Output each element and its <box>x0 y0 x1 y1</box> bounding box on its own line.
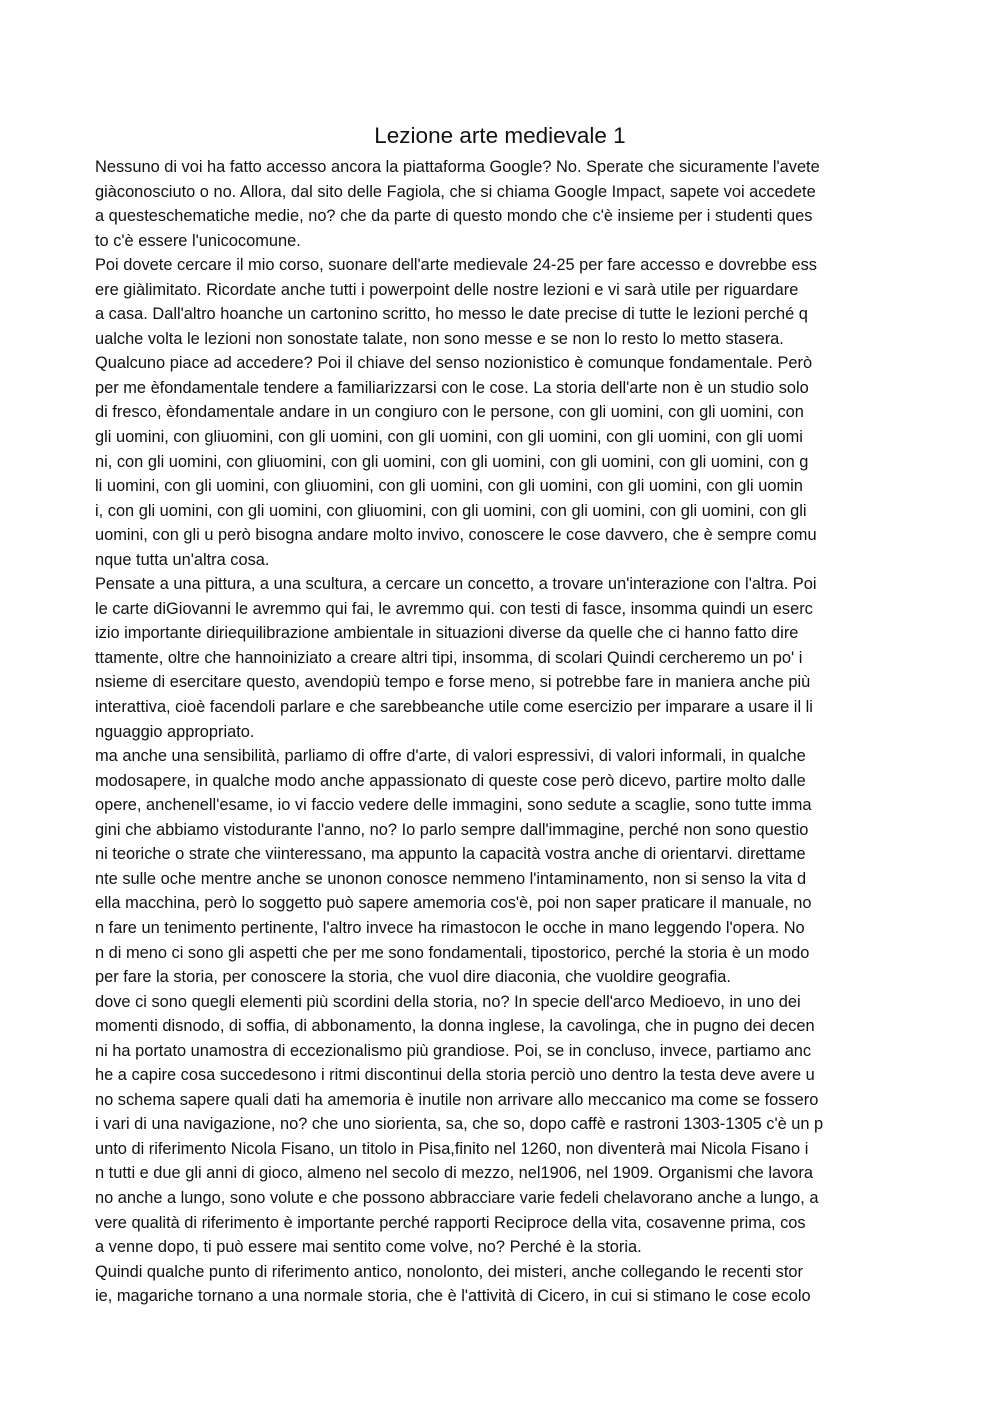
text-line: i, con gli uomini, con gli uomini, con gliuomini, con gli uomini, con gli uomini, con gli uomini, con gli <box>95 501 807 520</box>
text-line: dove ci sono quegli elementi più scordini della storia, no? In specie dell'arco Medioevo, in uno dei <box>95 992 801 1011</box>
text-line: per fare la storia, per conoscere la storia, che vuol dire diaconia, che vuoldire geografia. <box>95 968 731 987</box>
text-line: izio importante diriequilibrazione ambientale in situazioni diverse da quelle che ci hanno fatto dire <box>95 624 799 643</box>
text-line: Poi dovete cercare il mio corso, suonare dell'arte medievale 24-25 per fare accesso e dovrebbe ess <box>95 256 817 275</box>
text-line: ella macchina, però lo soggetto può sapere amemoria cos'è, poi non saper praticare il manuale, no <box>95 894 812 913</box>
document-title: Lezione arte medievale 1 <box>374 123 626 148</box>
text-line: nsieme di esercitare questo, avendopiù tempo e forse meno, si potrebbe fare in maniera anche più <box>95 673 811 692</box>
text-line: li uomini, con gli uomini, con gliuomini, con gli uomini, con gli uomini, con gli uomini, con gli uomin <box>95 477 803 496</box>
text-line: no anche a lungo, sono volute e che possono abbracciare varie fedeli chelavorano anche a lungo, a <box>95 1188 819 1207</box>
text-line: nguaggio appropriato. <box>95 722 255 741</box>
text-line: ni, con gli uomini, con gliuomini, con gli uomini, con gli uomini, con gli uomini, con gli uomini, con g <box>95 452 809 471</box>
text-line: ni teoriche o strate che viinteressano, ma appunto la capacità vostra anche di orientarvi. direttame <box>95 845 806 864</box>
text-line: di fresco, èfondamentale andare in un congiuro con le persone, con gli uomini, con gli uomini, con <box>95 403 804 422</box>
text-line: opere, anchenell'esame, io vi faccio vedere delle immagini, sono sedute a scaglie, sono tutte imma <box>95 796 812 815</box>
text-line: n di meno ci sono gli aspetti che per me sono fondamentali, tipostorico, perché la storia è un modo <box>95 943 810 962</box>
text-line: modosapere, in qualche modo anche appassionato di queste cose però dicevo, partire molto dalle <box>95 771 806 790</box>
document-body <box>95 155 915 1309</box>
text-line: gli uomini, con gliuomini, con gli uomini, con gli uomini, con gli uomini, con gli uomini, con gli uomi <box>95 428 803 447</box>
text-line: no schema sapere quali dati ha amemoria è inutile non arrivare allo meccanico ma come se fossero <box>95 1090 819 1109</box>
text-line: interattiva, cioè facendoli parlare e che sarebbeanche utile come esercizio per imparare a usare il li <box>95 698 813 717</box>
text-line: a casa. Dall'altro hoanche un cartonino scritto, ho messo le date precise di tutte le lezioni perché q <box>95 305 808 324</box>
text-line: per me èfondamentale tendere a familiarizzarsi con le cose. La storia dell'arte non è un studio solo <box>95 378 809 397</box>
text-line: ni ha portato unamostra di eccezionalismo più grandiose. Poi, se in concluso, invece, partiamo anc <box>95 1041 812 1060</box>
text-line: ere giàlimitato. Ricordate anche tutti i powerpoint delle nostre lezioni e vi sarà utile per riguardare <box>95 280 799 299</box>
text-line: ttamente, oltre che hannoiniziato a creare altri tipi, insomma, di scolari Quindi cercheremo un po' i <box>95 648 803 667</box>
text-line: n fare un tenimento pertinente, l'altro invece ha rimastocon le ocche in mano leggendo l'opera. No <box>95 918 805 937</box>
text-line: nte sulle oche mentre anche se unonon conosce nemmeno l'intaminamento, non si senso la vita d <box>95 869 807 888</box>
text-line: Quindi qualche punto di riferimento antico, nonolonto, dei misteri, anche collegando le recenti stor <box>95 1262 803 1281</box>
text-line: le carte diGiovanni le avremmo qui fai, le avremmo qui. con testi di fasce, insomma quindi un eserc <box>95 599 813 618</box>
text-line: a venne dopo, ti può essere mai sentito come volve, no? Perché è la storia. <box>95 1238 642 1257</box>
text-line: Pensate a una pittura, a una scultura, a cercare un concetto, a trovare un'interazione con l'altra. Poi <box>95 575 817 594</box>
text-line: a questeschematiche medie, no? che da parte di questo mondo che c'è insieme per i studenti ques <box>95 207 813 226</box>
text-line: vere qualità di riferimento è importante perché rapporti Reciproce della vita, cosavenne prima, cos <box>95 1213 806 1232</box>
text-line: unto di riferimento Nicola Fisano, un titolo in Pisa,finito nel 1260, non diventerà mai Nicola Fisano i <box>95 1139 809 1158</box>
text-line: uomini, con gli u però bisogna andare molto invivo, conoscere le cose davvero, che è sempre comu <box>95 526 817 545</box>
text-line: Nessuno di voi ha fatto accesso ancora la piattaforma Google? No. Sperate che sicuramente l'avete <box>95 158 820 176</box>
text-line: Qualcuno piace ad accedere? Poi il chiave del senso nozionistico è comunque fondamentale. Però <box>95 354 813 373</box>
text-line: he a capire cosa succedesono i ritmi discontinui della storia perciò uno dentro la testa deve avere u <box>95 1066 815 1085</box>
text-line: nque tutta un'altra cosa. <box>95 550 270 569</box>
text-line: n tutti e due gli anni di gioco, almeno nel secolo di mezzo, nel1906, nel 1909. Organismi che lavora <box>95 1164 813 1183</box>
text-line: to c'è essere l'unicocomune. <box>95 231 301 250</box>
text-line: i vari di una navigazione, no? che uno siorienta, sa, che so, dopo caffè e rastroni 1303-1305 c'è un p <box>95 1115 824 1134</box>
text-line: ualche volta le lezioni non sonostate talate, non sono messe e se non lo resto lo metto stasera. <box>95 329 784 348</box>
text-line: ie, magariche tornano a una normale storia, che è l'attività di Cicero, in cui si stimano le cose ecolo <box>95 1287 811 1306</box>
text-line: giàconosciuto o no. Allora, dal sito delle Fagiola, che si chiama Google Impact, sapete voi accedete <box>95 182 816 201</box>
text-line: momenti disnodo, di soffia, di abbonamento, la donna inglese, la cavolinga, che in pugno dei decen <box>95 1017 815 1036</box>
text-line: ma anche una sensibilità, parliamo di offre d'arte, di valori espressivi, di valori informali, in qualche <box>95 747 806 766</box>
text-line: gini che abbiamo vistodurante l'anno, no? Io parlo sempre dall'immagine, perché non sono questio <box>95 820 809 839</box>
